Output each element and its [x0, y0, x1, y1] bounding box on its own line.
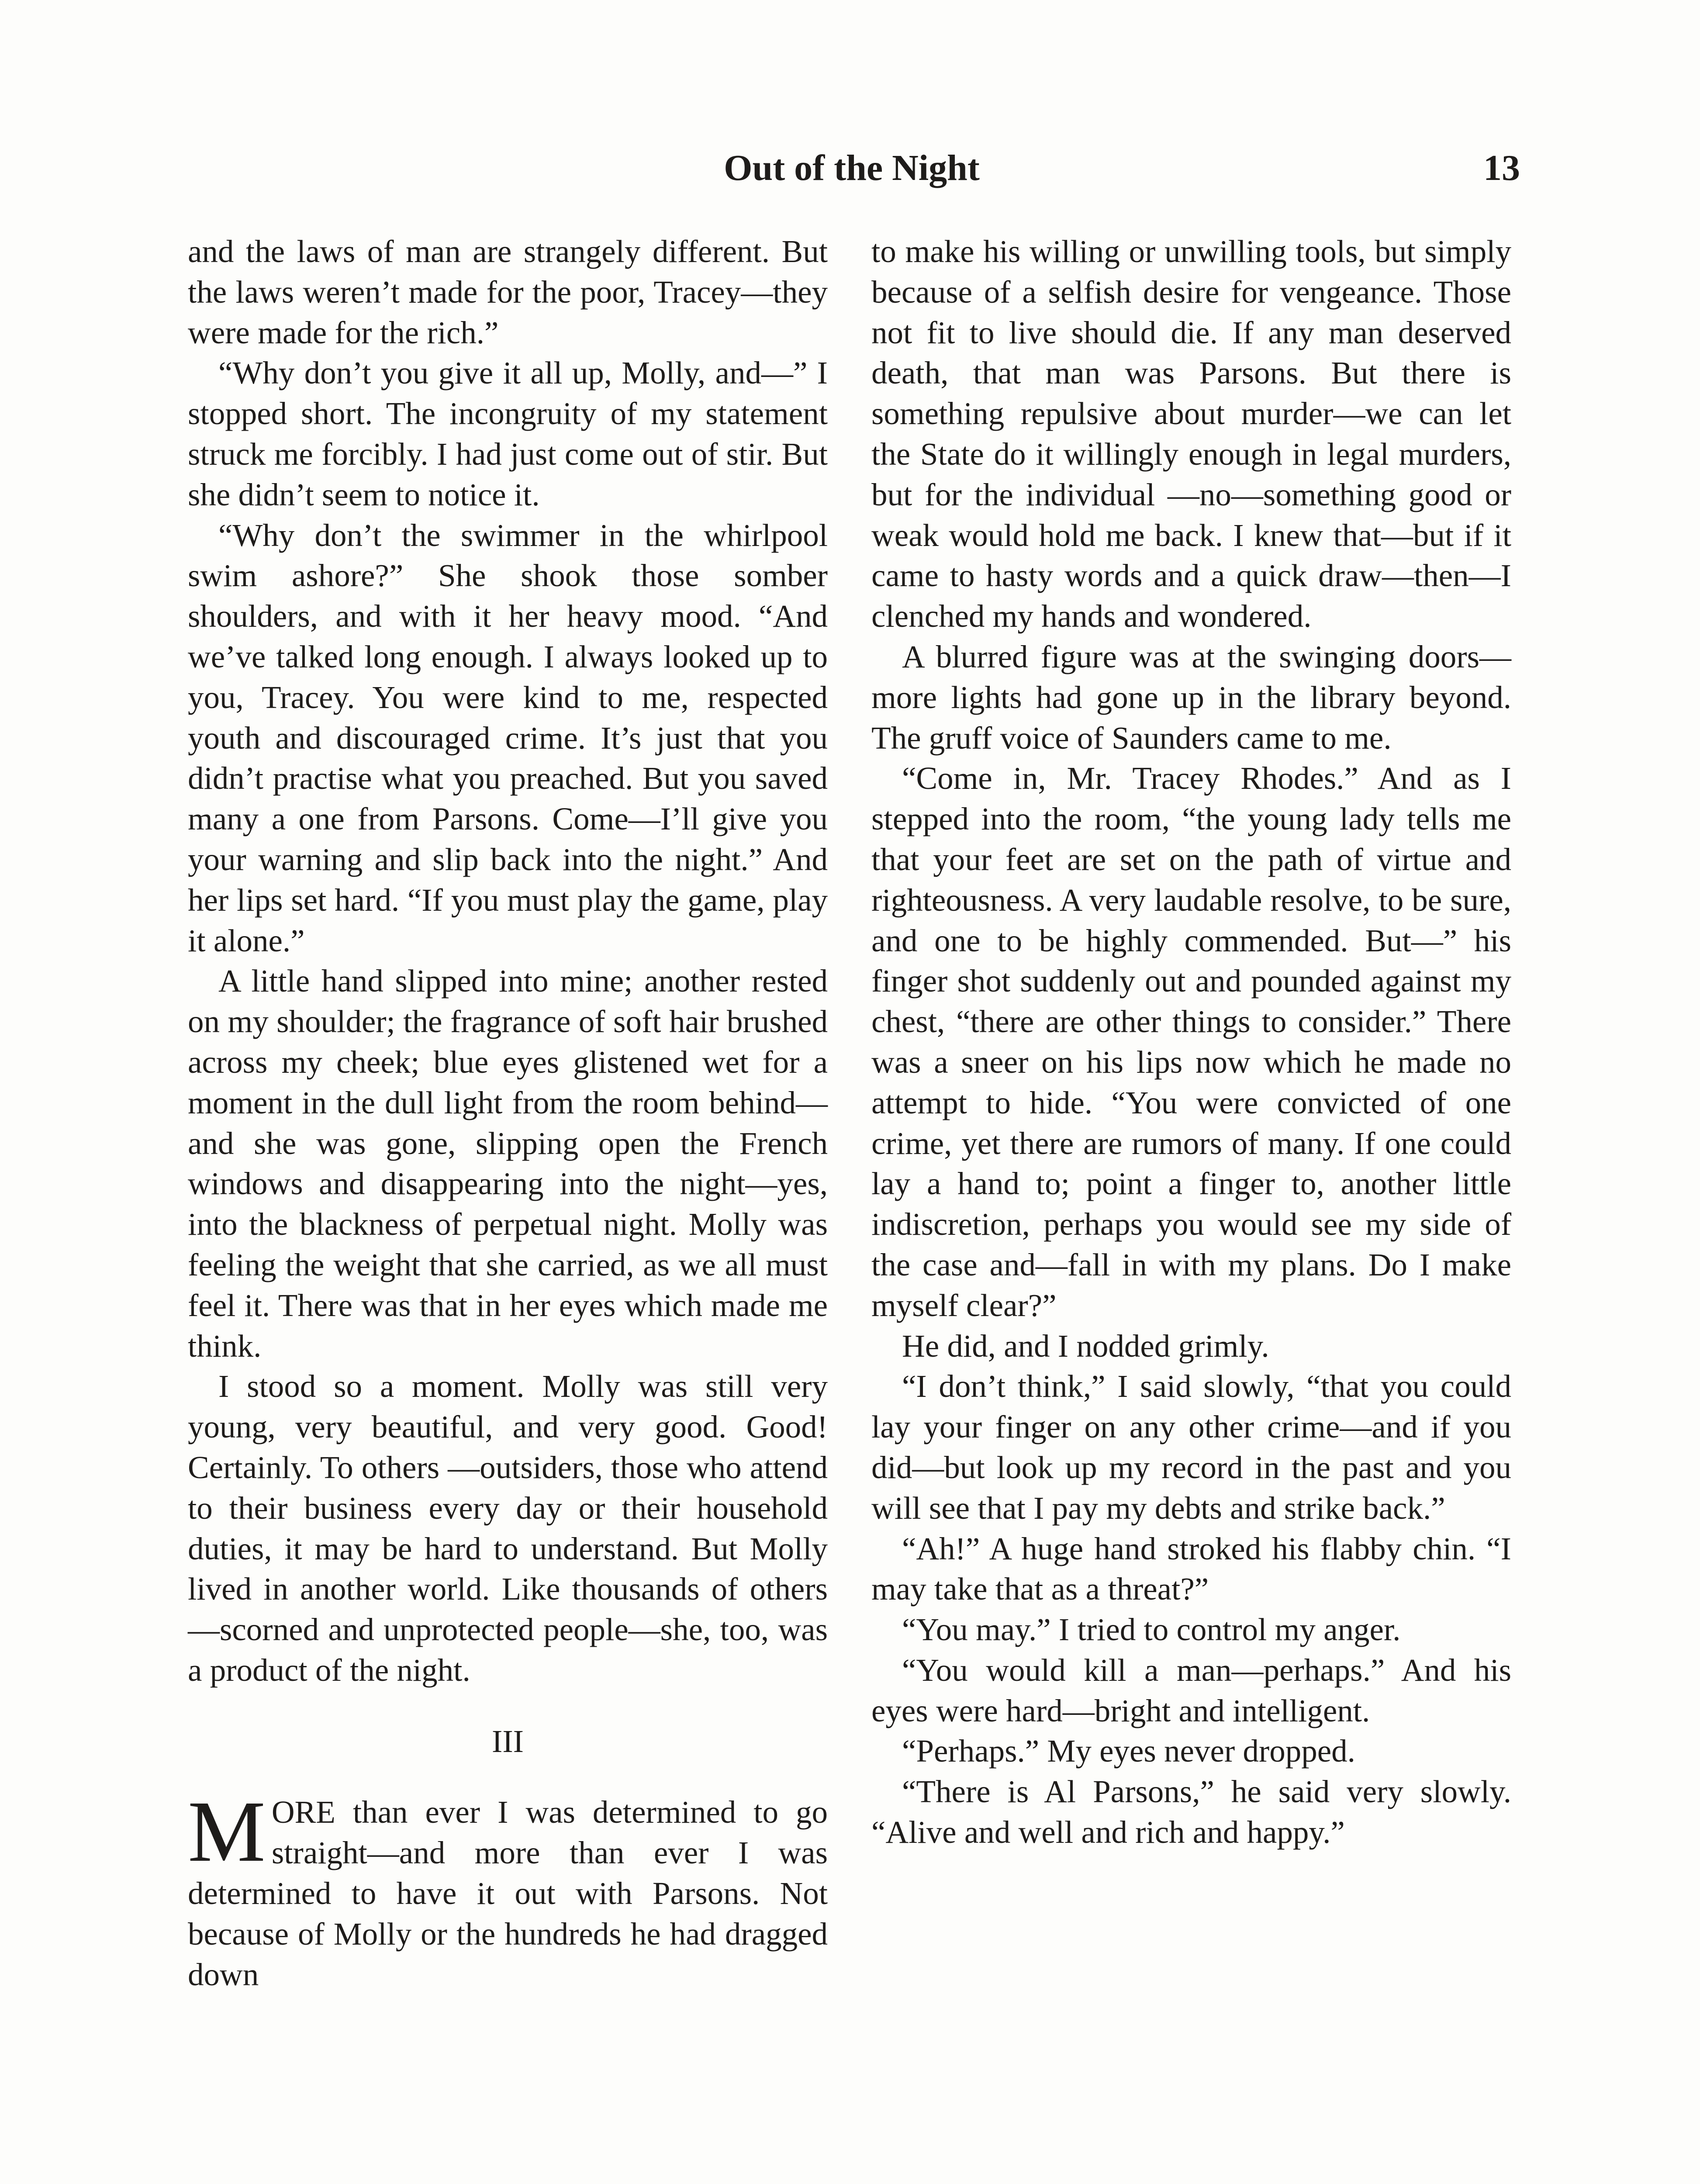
dropcap-paragraph: [188, 1783, 828, 1995]
paragraph: “You would kill a man—perhaps.” And his eyes were hard—bright and intelligent.: [871, 1652, 1511, 1728]
running-title: Out of the Night: [724, 148, 980, 188]
paragraph: “Why don’t you give it all up, Molly, and—” I stopped short. The incongruity of my statement struck me forcibly. I had just come out of stir. But she didn’t seem to notice it.: [188, 355, 828, 512]
running-head: [183, 144, 1520, 192]
dropcap-letter: M: [188, 1783, 266, 1880]
paragraph: A little hand slipped into mine; another rested on my shoulder; the fragrance of soft hair brushed across my cheek; blue eyes glistened wet for a moment in the dull light from the room behind—and she was gone, slipping open the French windows and disappearing into the night—yes, into the blackness of perpetual night. Molly was feeling the weight that she carried, as we all must feel it. There was that in her eyes which made me think.: [188, 963, 828, 1364]
page-number: 13: [1483, 148, 1520, 188]
section-number: III: [492, 1723, 524, 1759]
paragraph: “There is Al Parsons,” he said very slowly. “Alive and well and rich and happy.”: [871, 1774, 1511, 1850]
paragraph: “I don’t think,” I said slowly, “that you could lay your finger on any other crime—and if you did—but look up my record in the past and you will see that I pay my debts and strike back.”: [871, 1368, 1511, 1526]
right-column: [871, 232, 1511, 1853]
dropcap-paragraph-text: ORE than ever I was determined to go straight—and more than ever I was determined to have it out with Parsons. Not because of Molly or the hundreds he had dragged down: [188, 1794, 828, 1992]
paragraph: “Perhaps.” My eyes never dropped.: [902, 1733, 1355, 1769]
paragraph: “You may.” I tried to control my anger.: [902, 1612, 1401, 1648]
paragraph: “Why don’t the swimmer in the whirlpool swim ashore?” She shook those somber shoulders, and with it her heavy mood. “And we’ve talked long enough. I always looked up to you, Tracey. You were kind to me, respected youth and discouraged crime. It’s just that you didn’t practise what you preached. But you saved many a one from Parsons. Come—I’ll give you your warning and slip back into the night.” And her lips set hard. “If you must play the game, play it alone.”: [188, 517, 828, 958]
paragraph: I stood so a moment. Molly was still very young, very beautiful, and very good. Good! Certainly. To others —outsiders, those who attend to their business every day or their household duties, it may be hard to understand. But Molly lived in another world. Like thousands of others—scorned and unprotected people—she, too, was a product of the night.: [188, 1368, 828, 1688]
paragraph: “Ah!” A huge hand stroked his flabby chin. “I may take that as a threat?”: [871, 1531, 1511, 1607]
paragraph: and the laws of man are strangely different. But the laws weren’t made for the poor, Tracey—they were made for the rich.”: [188, 234, 828, 350]
paragraph: A blurred figure was at the swinging doors—more lights had gone up in the library beyond. The gruff voice of Saunders came to me.: [871, 639, 1511, 756]
left-column: [188, 232, 828, 1995]
paragraph: “Come in, Mr. Tracey Rhodes.” And as I stepped into the room, “the young lady tells me that your feet are set on the path of virtue and righteousness. A very laudable resolve, to be sure, and one to be highly commended. But—” his finger shot suddenly out and pounded against my chest, “there are other things to consider.” There was a sneer on his lips now which he made no attempt to hide. “You were convicted of one crime, yet there are rumors of many. If one could lay a hand to; point a finger to, another little indiscretion, perhaps you would see my side of the case and—fall in with my plans. Do I make myself clear?”: [871, 760, 1511, 1323]
paragraph: He did, and I nodded grimly.: [902, 1328, 1269, 1364]
paragraph: to make his willing or unwilling tools, but simply because of a selfish desire for vengeance. Those not fit to live should die. If any man deserved death, that man was Parsons. But there is something repulsive about murder—we can let the State do it willingly enough in legal murders, but for the individual —no—something good or weak would hold me back. I knew that—but if it came to hasty words and a quick draw—then—I clenched my hands and wondered.: [871, 234, 1511, 634]
